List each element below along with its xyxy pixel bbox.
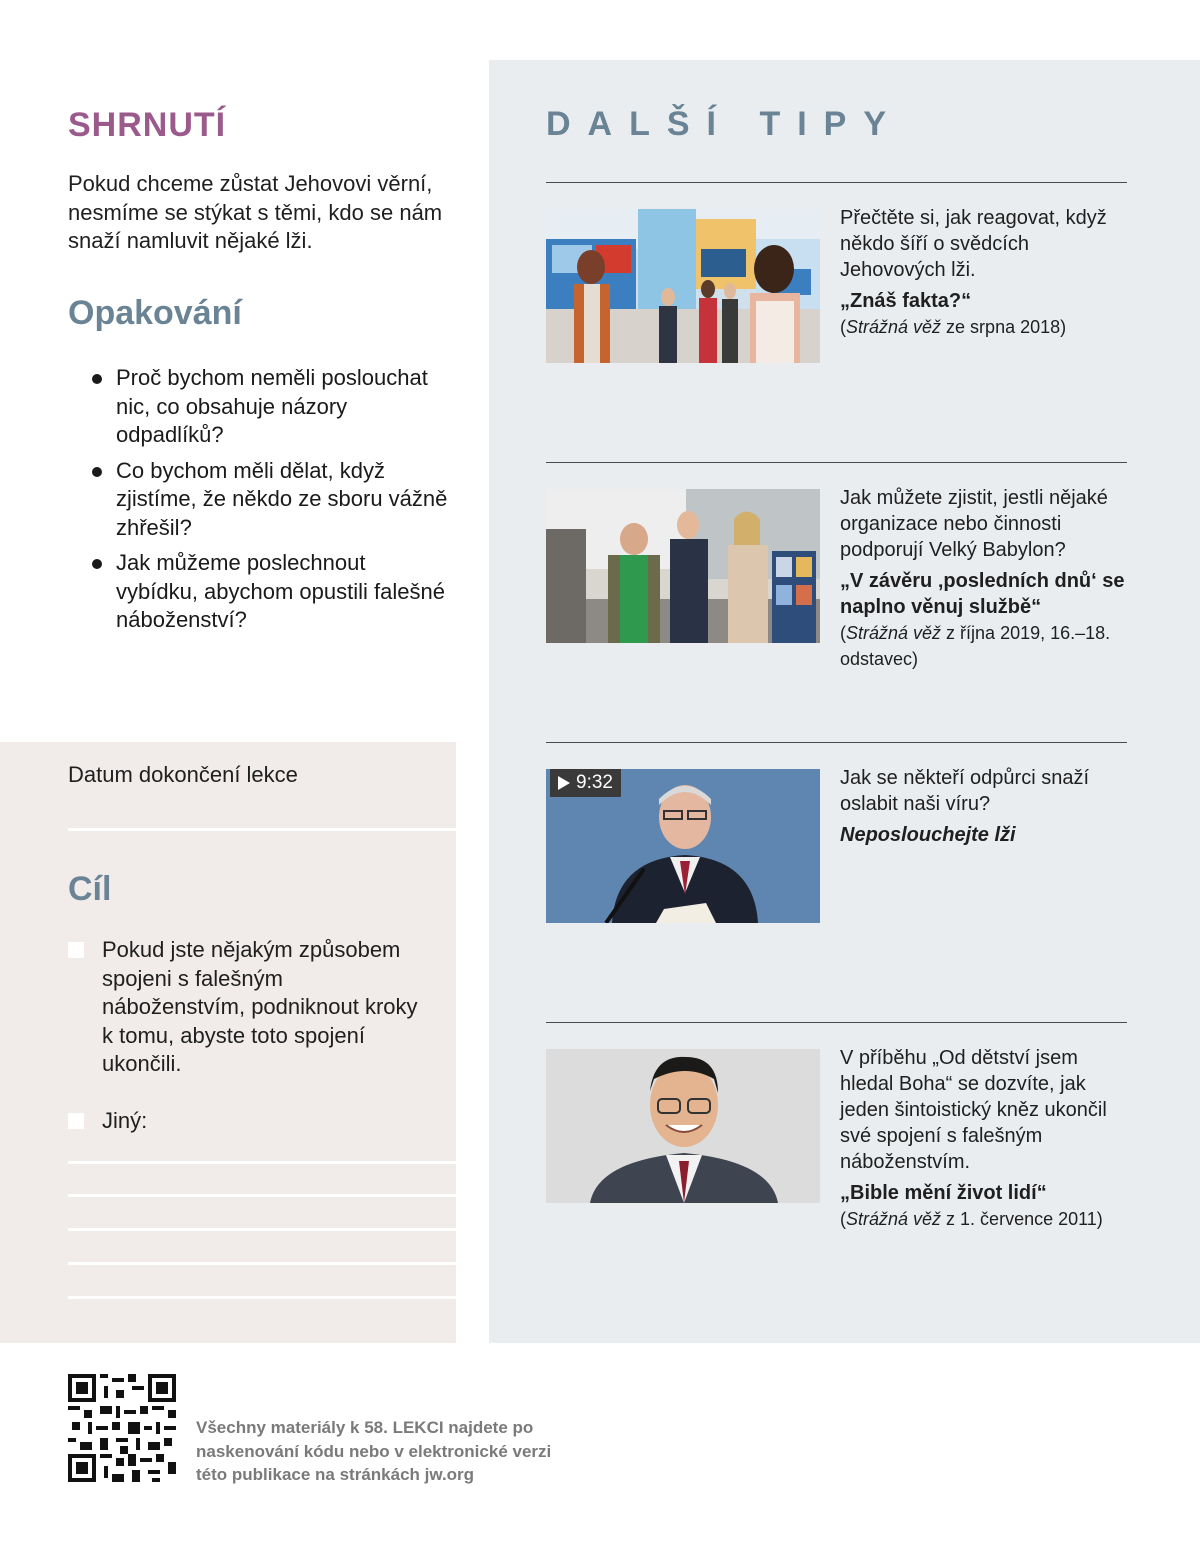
tip-link[interactable]: „Bible mění život lidí“ — [840, 1182, 1047, 1204]
review-heading: Opakování — [68, 294, 242, 332]
tip-description: Jak můžete zjistit, jestli nějaké organizace nebo činnosti podporují Velký Babylon? „V závěru ‚posledních dnů‘ se naplno věnuj službě“ (Strážná věž z října 2019, 16.–18. odstavec) — [840, 485, 1125, 672]
goal-checkbox[interactable] — [68, 942, 84, 958]
writing-line[interactable] — [68, 1262, 456, 1265]
goal-option-other — [68, 1107, 448, 1136]
tip-divider — [546, 462, 1127, 463]
goal-checkbox-other[interactable] — [68, 1113, 84, 1129]
review-question: Jak můžeme poslechnout vybídku, abychom opustili falešné náboženství? — [92, 549, 452, 635]
writing-line[interactable] — [68, 1194, 456, 1197]
review-question: Co bychom měli dělat, když zjistíme, že někdo ze sboru vážně zhřešil? — [92, 457, 452, 543]
writing-line[interactable] — [68, 1161, 456, 1164]
review-question: Proč bychom neměli poslouchat nic, co obsahuje názory odpadlíků? — [92, 364, 452, 450]
writing-line[interactable] — [68, 1228, 456, 1231]
tip-divider — [546, 1022, 1127, 1023]
tip-source: (Strážná věž z 1. července 2011) — [840, 1209, 1103, 1229]
goal-heading: Cíl — [68, 870, 112, 908]
bullet-icon — [92, 467, 102, 477]
tip-description: Přečtěte si, jak reagovat, když někdo šíří o svědcích Jehovových lži. „Znáš fakta?“ (Strážná věž ze srpna 2018) — [840, 205, 1125, 340]
tip-link[interactable]: „Znáš fakta?“ — [840, 290, 972, 312]
qr-code-icon[interactable] — [68, 1374, 176, 1482]
summary-text: Pokud chceme zůstat Jehovovi věrní, nesmíme se stýkat s těmi, kdo se nám snaží namluvit nějaké lži. — [68, 171, 443, 253]
speaker-video-image[interactable] — [546, 769, 820, 923]
smiling-man-portrait-image[interactable] — [546, 1049, 820, 1203]
tip-description: V příběhu „Od dětství jsem hledal Boha“ se dozvíte, jak jeden šintoistický kněz ukončil své spojení s falešným náboženstvím. „Bible mění život lidí“ (Strážná věž z 1. července 2011) — [840, 1045, 1125, 1232]
tips-heading: DALŠÍ TIPY — [546, 105, 904, 143]
goal-option-label: Pokud jste nějakým způsobem spojeni s falešným náboženstvím, podniknout kroky k tomu, abyste toto spojení ukončili. — [102, 937, 418, 1076]
street-witnessing-cart-image[interactable] — [546, 489, 820, 643]
people-watching-news-screens-image[interactable] — [546, 209, 820, 363]
footer-note: Všechny materiály k 58. LEKCI najdete po naskenování kódu nebo v elektronické verzi této publikace na stránkách jw.org — [196, 1418, 552, 1484]
writing-line[interactable] — [68, 1296, 456, 1299]
completion-date-label: Datum dokončení lekce — [68, 762, 298, 787]
review-questions-list — [92, 364, 452, 642]
tip-video-link[interactable]: Neposlouchejte lži — [840, 824, 1016, 846]
bullet-icon — [92, 374, 102, 384]
play-icon — [558, 776, 570, 790]
bullet-icon — [92, 559, 102, 569]
tip-source: (Strážná věž z října 2019, 16.–18. odstavec) — [840, 623, 1111, 669]
tip-description: Jak se někteří odpůrci snaží oslabit naši víru? Neposlouchejte lži — [840, 765, 1125, 848]
video-duration-badge: 9:32 — [550, 769, 621, 797]
tip-divider — [546, 182, 1127, 183]
tip-source: (Strážná věž ze srpna 2018) — [840, 317, 1067, 337]
goal-option — [68, 936, 448, 1079]
tip-link[interactable]: „V závěru ‚posledních dnů‘ se naplno věnuj službě“ — [840, 570, 1125, 618]
tip-divider — [546, 742, 1127, 743]
goal-option-label: Jiný: — [102, 1108, 148, 1133]
summary-heading: SHRNUTÍ — [68, 106, 227, 144]
completion-date-field[interactable] — [68, 828, 456, 831]
